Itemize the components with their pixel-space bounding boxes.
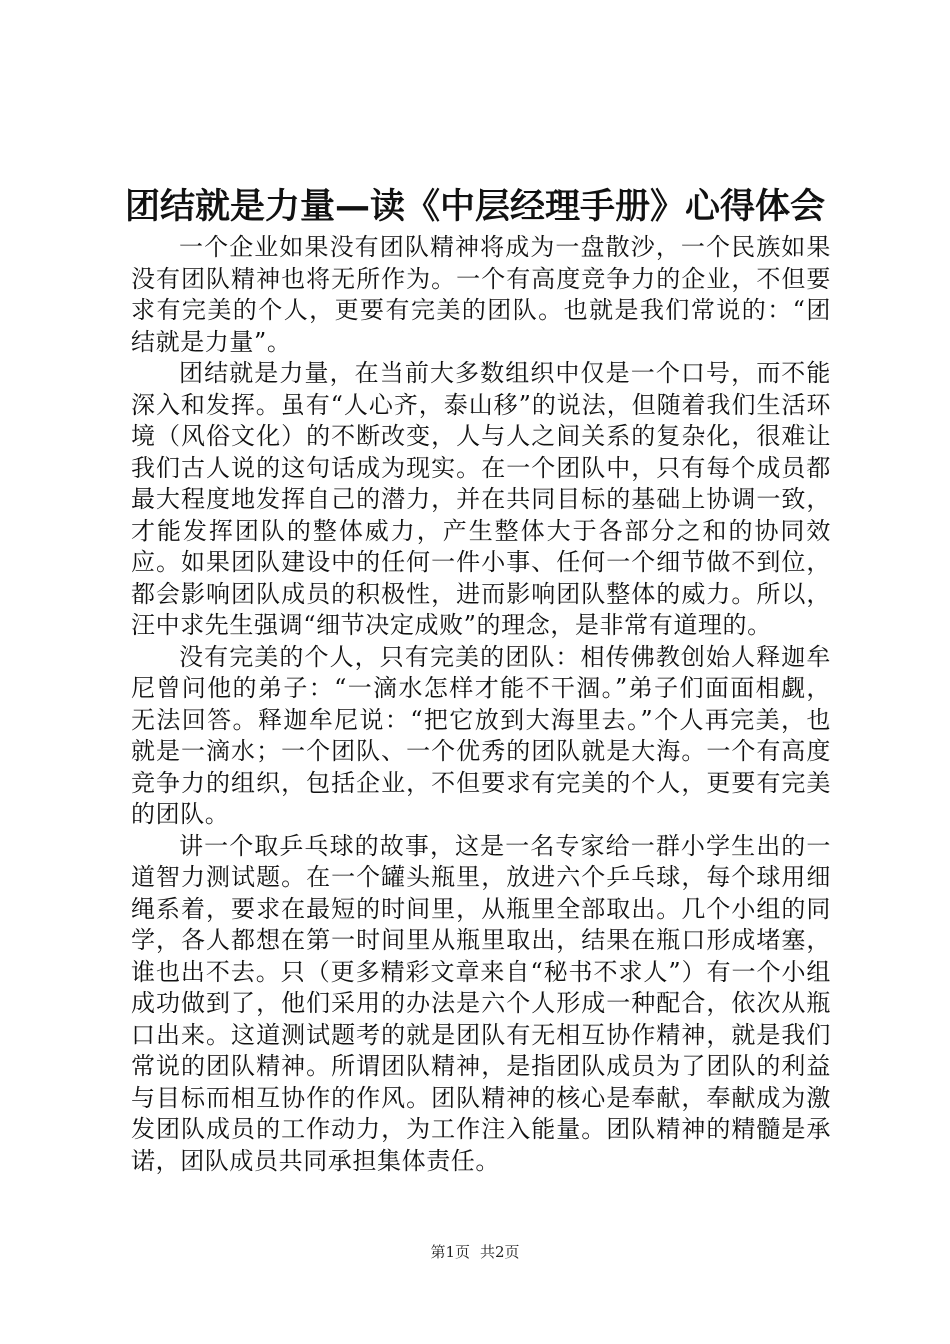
- page-footer: [0, 1242, 950, 1262]
- paragraph: 没有完美的个人，只有完美的团队：相传佛教创始人释迦牟尼曾问他的弟子：“一滴水怎样才能不干涸。”弟子们面面相觑，无法回答。释迦牟尼说：“把它放到大海里去。”个人再完美，也就是一滴水；一个团队、一个优秀的团队就是大海。一个有高度竞争力的组织，包括企业，不但要求有完美的个人，更要有完美的团队。: [131, 642, 831, 828]
- paragraph: 团结就是力量，在当前大多数组织中仅是一个口号，而不能深入和发挥。虽有“人心齐，泰山移”的说法，但随着我们生活环境（风俗文化）的不断改变，人与人之间关系的复杂化，很难让我们古人说的这句话成为现实。在一个团队中，只有每个成员都最大程度地发挥自己的潜力，并在共同目标的基础上协调一致，才能发挥团队的整体威力，产生整体大于各部分之和的协同效应。如果团队建设中的任何一件小事、任何一个细节做不到位，都会影响团队成员的积极性，进而影响团队整体的威力。所以，汪中求先生强调“细节决定成败”的理念，是非常有道理的。: [131, 359, 831, 639]
- paragraph: 一个企业如果没有团队精神将成为一盘散沙，一个民族如果没有团队精神也将无所作为。一个有高度竞争力的企业，不但要求有完美的个人，更要有完美的团队。也就是我们常说的：“团结就是力量”。: [131, 233, 831, 356]
- paragraph: 讲一个取乒乓球的故事，这是一名专家给一群小学生出的一道智力测试题。在一个罐头瓶里，放进六个乒乓球，每个球用细绳系着，要求在最短的时间里，从瓶里全部取出。几个小组的同学，各人都想在第一时间里从瓶里取出，结果在瓶口形成堵塞，谁也出不去。只（更多精彩文章来自“秘书不求人”）有一个小组成功做到了，他们采用的办法是六个人形成一种配合，依次从瓶口出来。这道测试题考的就是团队有无相互协作精神，就是我们常说的团队精神。所谓团队精神，是指团队成员为了团队的利益与目标而相互协作的作风。团队精神的核心是奉献，奉献成为激发团队成员的工作动力，为工作注入能量。团队精神的精髓是承诺，团队成员共同承担集体责任。: [131, 831, 831, 1175]
- document-title: 团结就是力量—读《中层经理手册》心得体会: [124, 187, 825, 227]
- page-number: 第1页: [430, 1243, 470, 1261]
- document-body: [131, 232, 831, 1177]
- page-total: 共2页: [480, 1243, 520, 1261]
